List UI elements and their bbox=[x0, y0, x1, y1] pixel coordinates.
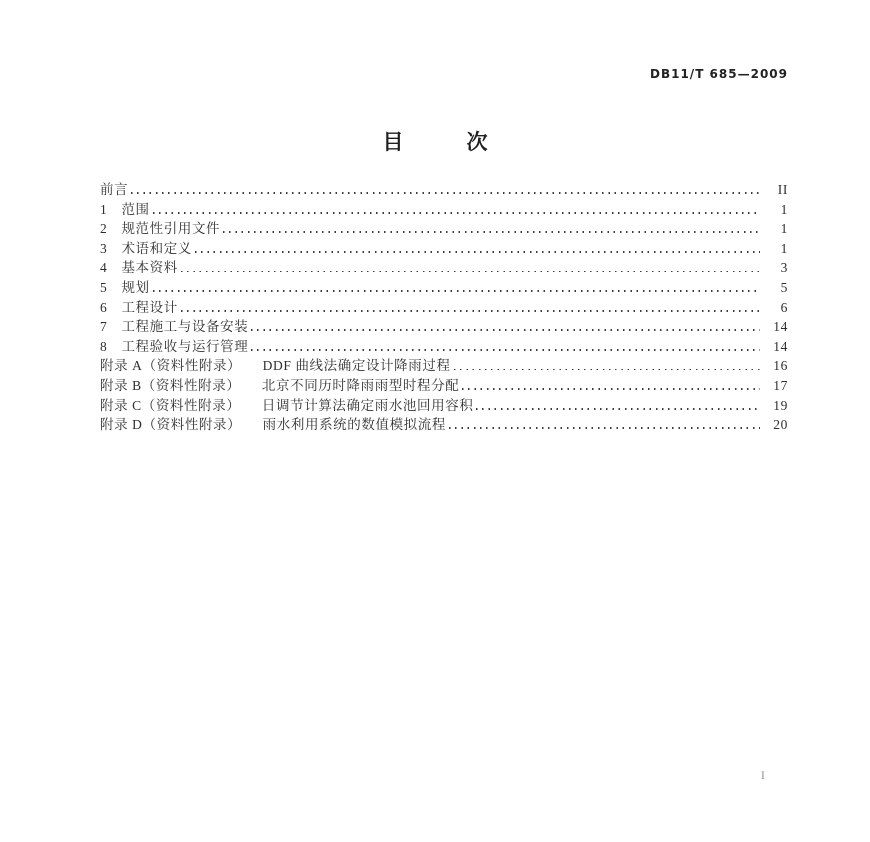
toc-entry bbox=[100, 217, 788, 237]
toc-entry bbox=[100, 276, 788, 296]
toc-entry-page-number: 5 bbox=[780, 279, 788, 295]
dot-leader bbox=[181, 310, 760, 312]
dot-leader bbox=[454, 369, 760, 371]
toc-entry-label: 5 规划 bbox=[100, 279, 150, 295]
toc-entry-page-number: 14 bbox=[773, 338, 788, 354]
dot-leader bbox=[131, 192, 760, 194]
dot-leader bbox=[153, 212, 760, 214]
dot-leader bbox=[181, 271, 760, 273]
toc-entry-label: 附录 B（资料性附录） 北京不同历时降雨雨型时程分配 bbox=[100, 377, 460, 393]
toc-entry-label: 3 术语和定义 bbox=[100, 240, 192, 256]
toc-entry-page-number: 19 bbox=[773, 397, 788, 413]
toc-entry-page-number: 3 bbox=[780, 260, 788, 276]
toc-entry bbox=[100, 178, 788, 198]
toc-entry bbox=[100, 256, 788, 276]
toc-entry-page-number: 16 bbox=[773, 358, 788, 374]
dot-leader bbox=[153, 290, 760, 292]
toc-entry bbox=[100, 374, 788, 394]
toc-entry-label: 附录 D（资料性附录） 雨水利用系统的数值模拟流程 bbox=[100, 417, 446, 433]
toc-entry-label: 附录 A（资料性附录） DDF 曲线法确定设计降雨过程 bbox=[100, 358, 451, 374]
toc-entry-page-number: 1 bbox=[780, 201, 788, 217]
toc-entry-label: 4 基本资料 bbox=[100, 260, 178, 276]
toc-entry-page-number: 1 bbox=[780, 240, 788, 256]
toc-entry bbox=[100, 296, 788, 316]
toc-entry-label: 2 规范性引用文件 bbox=[100, 221, 221, 237]
toc-entry-page-number: II bbox=[777, 182, 788, 197]
toc-entry-page-number: 17 bbox=[773, 377, 788, 393]
dot-leader bbox=[251, 349, 760, 351]
toc-entry-page-number: 1 bbox=[780, 221, 788, 237]
dot-leader bbox=[462, 388, 760, 390]
page-title: 目 次 bbox=[382, 130, 488, 154]
dot-leader bbox=[476, 408, 760, 410]
toc-entry-label: 附录 C（资料性附录） 日调节计算法确定雨水池回用容积 bbox=[100, 397, 474, 413]
toc-entry-label: 6 工程设计 bbox=[100, 299, 178, 315]
toc-entry bbox=[100, 315, 788, 335]
dot-leader bbox=[251, 329, 760, 331]
toc-entry bbox=[100, 413, 788, 433]
dot-leader bbox=[449, 427, 760, 429]
toc-entry bbox=[100, 335, 788, 355]
toc-entry-page-number: 14 bbox=[773, 319, 788, 335]
toc-entry bbox=[100, 354, 788, 374]
toc-entry-page-number: 20 bbox=[773, 417, 788, 433]
toc-entry-label: 1 范围 bbox=[100, 201, 150, 217]
toc-entry-page-number: 6 bbox=[780, 299, 788, 315]
table-of-contents bbox=[100, 178, 788, 433]
standard-number: DB11/T 685—2009 bbox=[650, 67, 788, 81]
footer-page-number: I bbox=[761, 770, 766, 782]
dot-leader bbox=[195, 251, 760, 253]
toc-entry bbox=[100, 394, 788, 414]
toc-entry-label: 7 工程施工与设备安装 bbox=[100, 319, 249, 335]
toc-entry-label: 前言 bbox=[100, 182, 129, 197]
dot-leader bbox=[223, 231, 760, 233]
toc-entry bbox=[100, 198, 788, 218]
toc-entry bbox=[100, 237, 788, 257]
toc-entry-label: 8 工程验收与运行管理 bbox=[100, 338, 249, 354]
